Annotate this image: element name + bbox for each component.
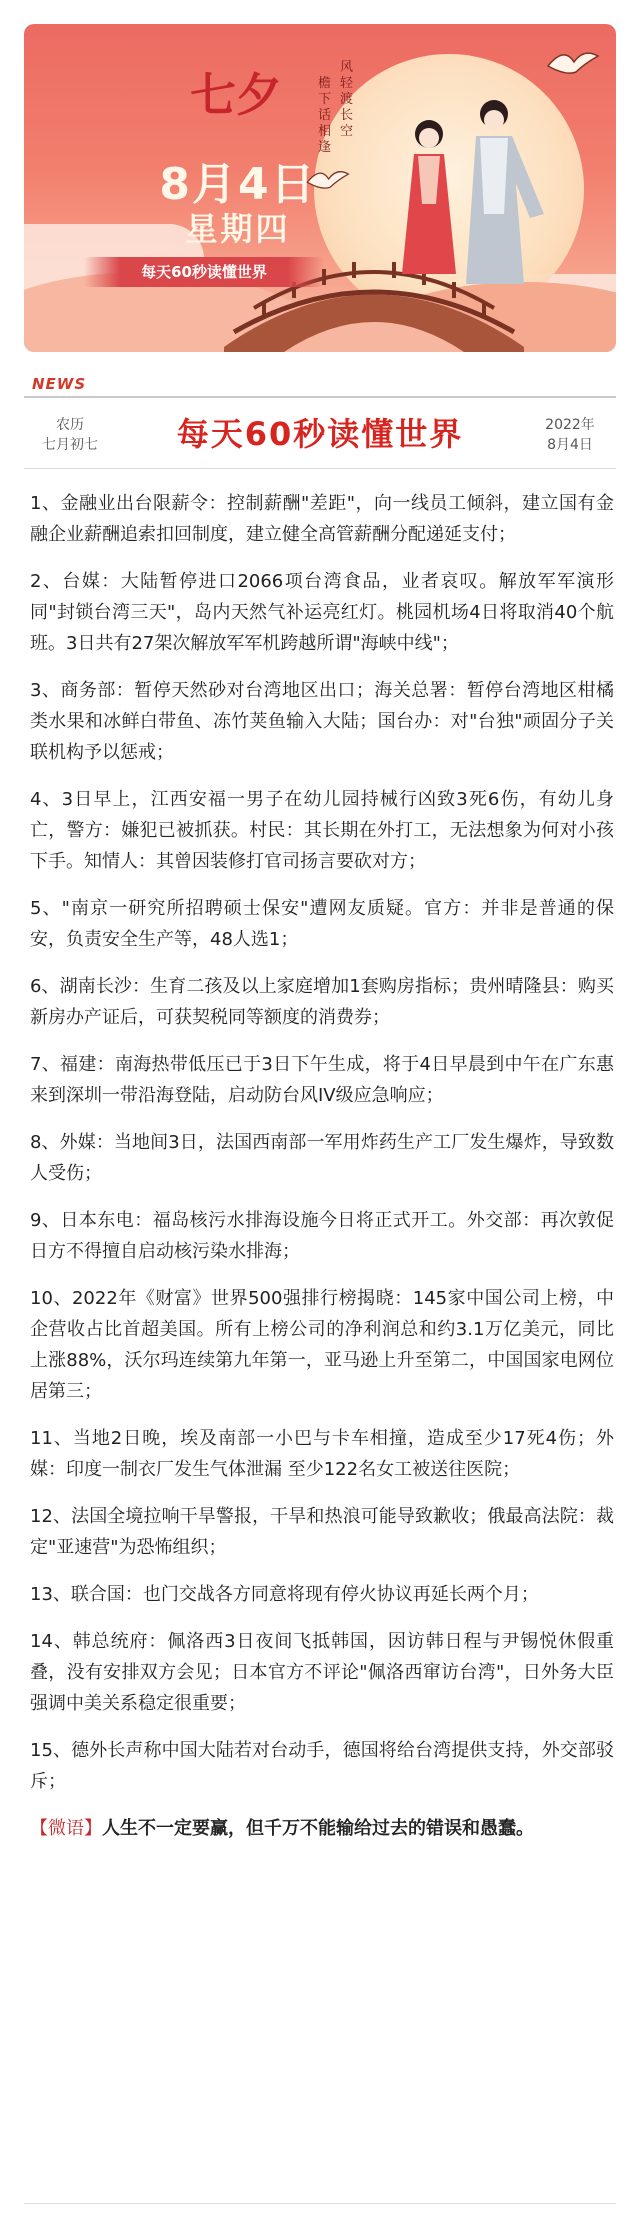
news-item: 4、3日早上，江西安福一男子在幼儿园持械行凶致3死6伤，有幼儿身亡，警方：嫌犯已被抓获。村民：其长期在外打工，无法想象为何对小孩下手。知情人：其曾因装修打官司扬言要砍对方； (30, 789, 614, 872)
lunar-date: 七月初七 (42, 437, 98, 453)
month-day-label: 8月4日 (547, 437, 593, 453)
banner-weekday: 星期四 (185, 210, 291, 248)
motto-tag: 【微语】 (30, 1818, 102, 1839)
divider (24, 468, 616, 469)
news-item: 14、韩总统府：佩洛西3日夜间飞抵韩国，因访韩日程与尹锡悦休假重叠，没有安排双方会见；日本官方不评论"佩洛西窜访台湾"，日外务大臣强调中美关系稳定很重要； (30, 1631, 614, 1714)
banner-ribbon: 每天60秒读懂世界 (84, 257, 324, 287)
magpie-icon (544, 42, 600, 82)
couple-illustration (384, 94, 554, 304)
gregorian-date-block (524, 415, 616, 455)
news-tag: NEWS (32, 375, 87, 393)
news-list (30, 488, 614, 1844)
news-item: 11、当地2日晚，埃及南部一小巴与卡车相撞，造成至少17死4伤；外媒：印度一制衣厂发生气体泄漏 至少122名女工被送往医院； (30, 1428, 614, 1480)
lunar-date-block (24, 415, 116, 455)
lunar-label: 农历 (56, 417, 84, 433)
news-item: 9、日本东电：福岛核污水排海设施今日将正式开工。外交部：再次敦促日方不得擅自启动核污染水排海； (30, 1210, 614, 1262)
poem-line: 檐下话相逢 (318, 76, 332, 155)
poem-line: 风轻渡长空 (340, 60, 354, 139)
news-item: 1、金融业出台限薪令：控制薪酬"差距"，向一线员工倾斜，建立国有金融企业薪酬追索扣回制度，建立健全高管薪酬分配递延支付； (30, 493, 614, 545)
banner-date: 8月4日 (159, 159, 317, 210)
news-item: 10、2022年《财富》世界500强排行榜揭晓：145家中国公司上榜，中企营收占比首超美国。所有上榜公司的净利润总和约3.1万亿美元，同比上涨88%，沃尔玛连续第九年第一，亚马逊上升至第二，中国国家电网位居第三； (30, 1288, 614, 1402)
news-item: 7、福建：南海热带低压已于3日下午生成，将于4日早晨到中午在广东惠来到深圳一带沿海登陆，启动防台风IV级应急响应； (30, 1054, 614, 1106)
news-item: 15、德外长声称中国大陆若对台动手，德国将给台湾提供支持，外交部驳斥； (30, 1740, 614, 1792)
news-item: 13、联合国：也门交战各方同意将现有停火协议再延长两个月； (30, 1584, 539, 1605)
year-label: 2022年 (545, 417, 595, 433)
page-title: 每天60秒读懂世界 (176, 415, 464, 453)
news-item: 6、湖南长沙：生育二孩及以上家庭增加1套购房指标；贵州晴隆县：购买新房办产证后，可获契税同等额度的消费券； (30, 976, 614, 1028)
divider (24, 2203, 616, 2204)
news-item: 3、商务部：暂停天然砂对台湾地区出口；海关总署：暂停台湾地区柑橘类水果和冰鲜白带鱼、冻竹荚鱼输入大陆；国台办：对"台独"顽固分子关联机构予以惩戒； (30, 680, 614, 763)
qixi-calligraphy: 七夕 (190, 68, 282, 122)
qixi-banner-image (24, 24, 616, 352)
divider (24, 396, 616, 398)
news-item: 2、台媒：大陆暂停进口2066项台湾食品，业者哀叹。解放军军演形同"封锁台湾三天"，岛内天然气补运亮红灯。桃园机场4日将取消40个航班。3日共有27架次解放军军机跨越所谓"海峡中线"； (30, 571, 614, 654)
news-item: 8、外媒：当地间3日，法国西南部一军用炸药生产工厂发生爆炸，导致数人受伤； (30, 1132, 614, 1184)
motto-text: 人生不一定要赢，但千万不能输给过去的错误和愚蠢。 (102, 1818, 534, 1839)
motto (30, 1813, 614, 1844)
news-item: 12、法国全境拉响干旱警报，干旱和热浪可能导致歉收；俄最高法院：裁定"亚速营"为恐怖组织； (30, 1506, 614, 1558)
news-item: 5、"南京一研究所招聘硕士保安"遭网友质疑。官方：并非是普通的保安，负责安全生产等，48人选1； (30, 898, 614, 950)
